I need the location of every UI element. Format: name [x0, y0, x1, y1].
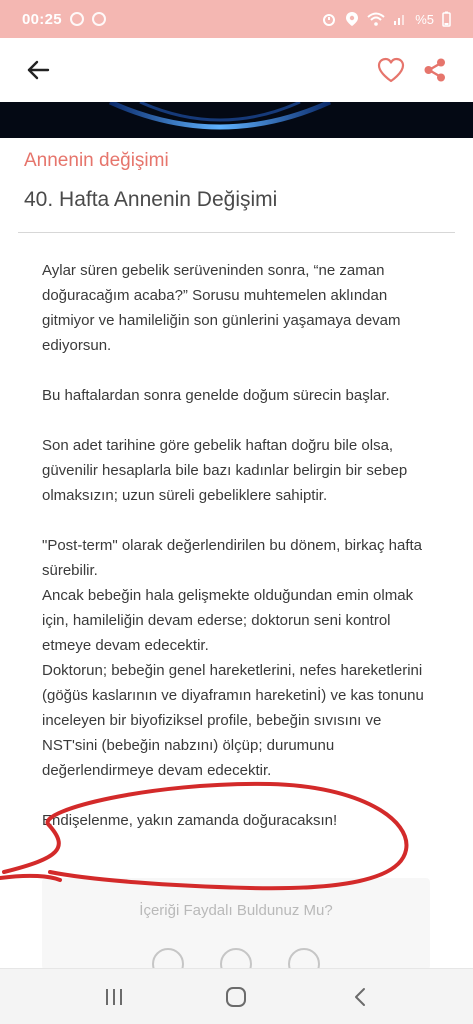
paragraph: Aylar süren gebelik serüveninden sonra, “ne zaman doğuracağım acaba?” Sorusu muhtemelen aklından gitmiyor ve hamileliğin son günlerini yaşamaya devam ediyorsun.	[42, 262, 401, 354]
hero-image-graphic	[0, 102, 473, 138]
status-left	[22, 11, 106, 28]
heart-outline-icon	[377, 57, 405, 83]
wifi-icon	[367, 12, 385, 26]
system-nav-bar	[0, 968, 473, 1024]
notification-icon	[70, 12, 84, 26]
status-time: 00:25	[22, 10, 62, 28]
home-button[interactable]	[218, 979, 254, 1015]
battery-level: %5	[415, 11, 434, 27]
share-icon	[422, 57, 448, 83]
status-right	[321, 11, 451, 27]
back-button[interactable]	[22, 54, 54, 86]
hero-image	[0, 102, 473, 138]
notification-icon	[92, 12, 106, 26]
arrow-left-icon	[26, 58, 50, 82]
paragraph: Son adet tarihine göre gebelik haftan doğru bile olsa, güvenilir hesaplarla bile bazı kadınlar belirgin bir sebep olmaksızın; uzun süreli gebeliklere sahiptir.	[42, 437, 408, 504]
header-actions	[375, 54, 451, 86]
paragraph: Doktorun; bebeğin genel hareketlerini, nefes hareketlerini (göğüs kaslarının ve diyaframın hareketinİ) ve kas tonunu inceleyen bir biyofiziksel profile, bebeğin sıvısını ve NST'sini (bebeğin nabzını) ölçüp; durumunu değerlendirmeye devam edecektir.	[42, 662, 424, 779]
nav-back-icon	[353, 987, 367, 1007]
status-bar	[0, 0, 473, 38]
recent-apps-button[interactable]	[96, 979, 132, 1015]
home-icon	[225, 986, 247, 1008]
battery-icon	[442, 11, 451, 27]
feedback-box	[42, 878, 430, 970]
page-title: 40. Hafta Annenin Değişimi	[24, 188, 278, 211]
article-content	[42, 258, 432, 858]
divider	[18, 232, 455, 233]
app-header	[0, 38, 473, 102]
location-icon	[345, 11, 359, 27]
paragraph: Ancak bebeğin hala gelişmekte olduğundan emin olmak için, hamileliğin devam ederse; doktorun seni kontrol etmeye devam edecektir.	[42, 587, 414, 654]
share-button[interactable]	[419, 54, 451, 86]
favorite-button[interactable]	[375, 54, 407, 86]
section-label: Annenin değişimi	[24, 150, 169, 171]
nav-back-button[interactable]	[342, 979, 378, 1015]
feedback-question: İçeriği Faydalı Buldunuz Mu?	[139, 902, 333, 919]
alarm-icon	[321, 11, 337, 27]
recent-apps-icon	[104, 988, 124, 1006]
paragraph: Endişelenme, yakın zamanda doğuracaksın!	[42, 812, 338, 829]
signal-icon	[393, 12, 407, 26]
paragraph: Bu haftalardan sonra genelde doğum sürecin başlar.	[42, 387, 390, 404]
paragraph: "Post-term" olarak değerlendirilen bu dönem, birkaç hafta sürebilir.	[42, 537, 423, 579]
